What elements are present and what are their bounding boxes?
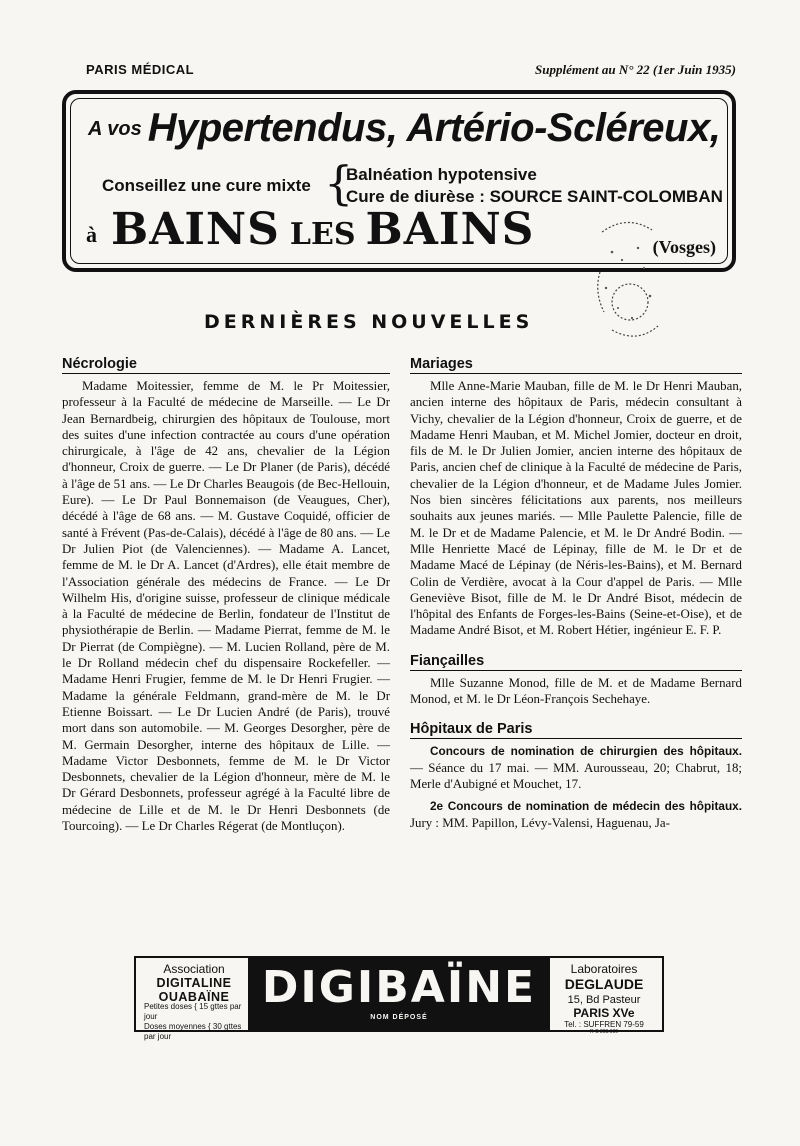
ad-laboratory-block [552,962,656,1035]
journal-name: PARIS MÉDICAL [86,62,195,77]
hopitaux-paragraph-2 [410,798,742,831]
running-header [86,62,736,82]
ad-headline [88,106,720,151]
hopitaux-paragraph-1 [410,743,742,792]
ad-association-block [142,962,246,1004]
ad-place-a: à [86,222,97,247]
ad-dose-small: Petites doses { 15 gttes par jour [144,1002,242,1021]
ad-lab-name: DEGLAUDE [564,976,644,992]
ad-cure-line-2: Cure de diurèse : SOURCE SAINT-COLOMBAN [346,187,723,206]
digibaine-logo: DIGIBAÏNE [261,962,537,1013]
ad-digitaline: DIGITALINE [156,976,232,990]
ad-lab-registration: R C 203.600 [589,1029,619,1035]
library-stamp [592,212,662,346]
ad-lab-city: PARIS XVe [573,1006,635,1020]
right-column [410,356,742,831]
ad-dose-medium: Doses moyennes { 30 gttes par jour [144,1022,242,1041]
ad-dosage-block [144,1002,254,1042]
ad-cure-line-1: Balnéation hypotensive [346,165,537,184]
ad-association-label: Association [163,962,225,976]
fiancailles-text: Mlle Suzanne Monod, fille de M. et de Madame Bernard Monod, et M. le Dr Léon-François Sechehaye. [410,675,742,707]
issue-info: Supplément au N° 22 (1er Juin 1935) [535,62,736,77]
mariages-heading: Mariages [410,356,742,374]
ad-place-name [86,204,534,255]
ad-trademark-note: NOM DÉPOSÉ [370,1014,428,1021]
hopitaux-p2-body: Jury : MM. Papillon, Lévy-Valensi, Haguenau, Ja- [410,815,670,830]
ad-subline: Conseillez une cure mixte [102,176,311,195]
mariages-text: Mlle Anne-Marie Mauban, fille de M. le Dr Henri Mauban, ancien interne des hôpitaux de Paris, médecin consultant à Vichy, chevalier de la Légion d'honneur, Croix de guerre, et de Madame Henri Mauban, et M. Michel Jomier, docteur en droit, fils de M. le Dr Julien Jomier, ancien interne des hôpitaux de Paris, ancien chef de clinique à la Faculté de médecine de Paris, chevalier de la Légion d'honneur, et de Madame Jules Jomier. Nos bien sincères félicitations aux parents, nos meilleurs souhaits aux jeunes mariés. — Mlle Paulette Palencie, fille de M. le Dr et de Madame Palencie, et M. le Dr André Bodin. — Mlle Henriette Macé de Lépinay, fille de M. le Dr et de Madame Macé de Lépinay (de Néris-les-Bains), et M. Bernard Colin de Verdière, avocat à la Cour d'appel de Paris. — Mlle Geneviève Bisot, fille de M. le Dr André Bisot, médecin de l'hôpital des Enfants de Forges-les-Bains (Seine-et-Oise), et de Madame André Bisot, et M. Robert Hétier, ingénieur E. F. P. [410,379,742,638]
brace-glyph: { [324,156,354,210]
left-column [62,356,390,834]
ad-lab-phone: Tel. : SUFFREN 79-59 [564,1020,644,1029]
ad-labs-label: Laboratoires [570,962,638,976]
ad-headline-main: Hypertendus, Artério-Scléreux, [147,106,721,150]
ad-lab-address: 15, Bd Pasteur [567,994,641,1006]
ad-headline-prefix: A vos [88,118,142,140]
fiancailles-heading: Fiançailles [410,653,742,671]
ad-place-bains-1: BAINS [111,204,280,255]
necrologie-text: Madame Moitessier, femme de M. le Pr Moitessier, professeur à la Faculté de médecine de Marseille. — Le Dr Jean Bernardbeig, chirurgien des hôpitaux de Toulouse, mort des suites d'une infection contractée au cours d'une opération chirurgicale, à l'âge de 42 ans, chevalier de la Légion d'honneur, Croix de guerre. — Le Dr Planer (de Paris), décédé à l'âge de 51 ans. — Le Dr Charles Beaugois (de Bec-Hellouin, Eure). — Le Dr Paul Bonnemaison (de Veaugues, Cher), décédé à l'âge de 68 ans. — M. Gustave Coquidé, officier de santé à Frévent (Pas-de-Calais), décédé à l'âge de 80 ans. — Le Dr Julien Piot (de Valenciennes). — Madame A. Lancet, femme de M. le Dr A. Lancet (d'Ardres), elle était membre de l'Association générale des médecins de France. — Le Dr Wilhelm His, d'origine suisse, professeur de clinique médicale à la Faculté de médecine de Berlin, fondateur de l'Institut de physiothérapie de Berlin. — Madame Pierrat, femme de M. le Dr Pierrat (de Compiègne). — M. Lucien Rolland, père de M. le Dr Rolland médecin chef du dispensaire Rockefeller. — Madame Henri Frugier, femme de M. le Dr Henri Frugier. — Madame la générale Feldmann, grand-mère de M. le Dr Etienne Boissart. — Le Dr Lucien André (de Paris), trouvé mort dans son automobile. — M. Georges Desorgher, père de M. Germain Desorgher, interne des hôpitaux de Lille. — Madame Victor Desbonnets, femme de M. le Dr Victor Desbonnets, chevalier de la Légion d'honneur, mère de M. le Dr Gérard Desbonnets, professeur agrégé à la Faculté libre de médecine de Lille et de M. le Dr Henri Desbonnets (de Tourcoing). — Le Dr Charles Régerat (de Montluçon). [62,379,390,834]
section-gap [410,639,742,653]
ad-place-region: (Vosges) [652,237,716,257]
ad-logo-panel [248,958,550,1030]
hopitaux-heading: Hôpitaux de Paris [410,721,742,739]
ad-place-les: LES [289,217,356,252]
ad-ouabaine: OUABAÏNE [158,990,230,1004]
ad-place-bains-2: BAINS [365,204,535,255]
page-title: DERNIÈRES NOUVELLES [204,311,534,333]
hopitaux-p2-lead: 2e Concours de nomination de médecin des hôpitaux. [430,799,742,814]
necrologie-heading: Nécrologie [62,356,390,374]
section-gap [410,707,742,721]
digibaine-advertisement [134,956,664,1041]
ad-cure-details [346,164,723,208]
hopitaux-p1-lead: Concours de nomination de chirurgien des hôpitaux. [430,744,742,759]
hopitaux-p1-body: — Séance du 17 mai. — MM. Aurousseau, 20; Chabrut, 18; Merle d'Aubigné et Mouchet, 17. [410,760,742,791]
